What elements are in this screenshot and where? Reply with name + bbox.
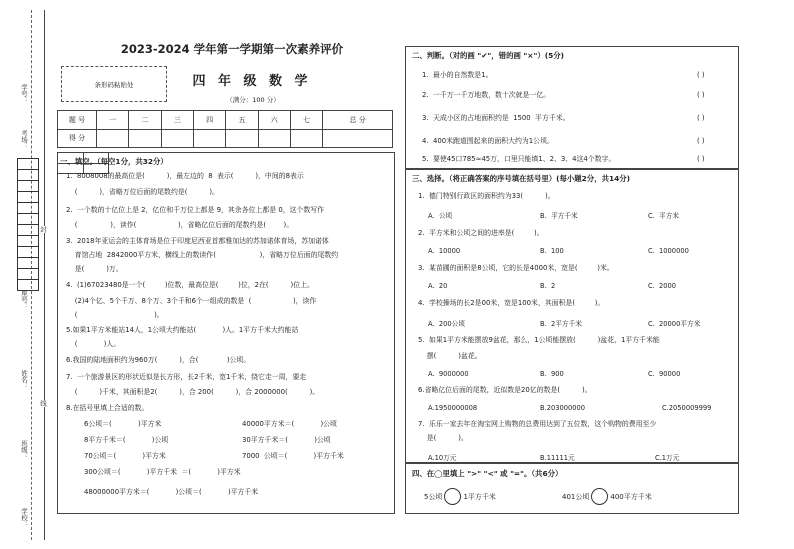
score-value-row xyxy=(58,129,393,148)
choice-stem-cont: 摆( )盆花。 xyxy=(418,352,482,360)
choice-stem: 2. 平方米和公顷之间的进率是( )。 xyxy=(418,229,544,237)
score-input[interactable] xyxy=(129,129,161,148)
choice-option[interactable]: B.11111元 xyxy=(540,454,575,462)
compare-right: 400平方千米 xyxy=(610,492,652,501)
score-input[interactable] xyxy=(193,129,225,148)
question-line: ( )，省略万位后面的尾数约是( )。 xyxy=(66,188,219,196)
choice-option[interactable]: A. 9000000 xyxy=(428,370,469,378)
compare-left: 401公顷 xyxy=(562,492,590,501)
fill-item: 7000 公顷＝( )平方千米 xyxy=(242,452,344,460)
judge-item: 1. 最小的自然数是1。 xyxy=(422,71,493,79)
choice-option[interactable]: A.10万元 xyxy=(428,454,457,462)
question-line: 1. 8008008的最高位是( )，最左边的 8 表示( )，中间的8表示 xyxy=(66,172,304,180)
judge-item: 5. 要使45口785≈45万，口里只能填1、2、3、4这4个数字。 xyxy=(422,155,616,163)
choice-option[interactable]: C.1万元 xyxy=(655,454,680,462)
binding-line xyxy=(44,10,45,540)
choice-option[interactable]: B. 100 xyxy=(540,247,564,255)
full-mark: （满分：100 分） xyxy=(226,96,280,104)
barcode-label: 条形码粘贴处 xyxy=(94,80,134,89)
fill-item: 6公顷＝( )平方米 xyxy=(84,420,162,428)
score-cell: 一 xyxy=(97,111,129,130)
fill-item: 30平方千米＝( )公顷 xyxy=(242,436,331,444)
label-exam-room: 考场： xyxy=(20,130,28,150)
question-line: 2. 一个数的十亿位上是 2，亿位和千万位上都是 9，其余各位上都是 0，这个数写作 xyxy=(66,206,325,214)
question-line: (2)4个亿、5个千万、8个万、3个千和6个一组成的数是 ( )，读作 xyxy=(66,297,317,305)
fill-item: 40000平方米＝( )公顷 xyxy=(242,420,337,428)
question-line: 6.我国的陆地面积约为960万( )，合( )公顷。 xyxy=(66,356,251,364)
fill-item: 8平方千米＝( )公顷 xyxy=(84,436,169,444)
choice-option[interactable]: C. 20000平方米 xyxy=(648,320,701,328)
subject-title: 四 年 级 数 学 xyxy=(192,74,312,89)
choice-option[interactable]: C. 1000000 xyxy=(648,247,689,255)
compare-item xyxy=(562,488,652,505)
section-2-title: 二、判断。（对的画 "✔"，错的画 "×"）(5分) xyxy=(412,51,564,60)
judge-answer[interactable]: ( ) xyxy=(697,137,705,145)
judge-answer[interactable]: ( ) xyxy=(697,71,705,79)
compare-item xyxy=(424,488,496,505)
choice-option[interactable]: B.203000000 xyxy=(540,404,586,412)
choice-stem: 5. 如果1平方米能摆放9盆花，那么，1公顷能摆放( )盆花，1平方千米能 xyxy=(418,336,660,344)
exam-title: 2023-2024 学年第一学期第一次素养评价 xyxy=(120,42,344,56)
choice-option[interactable]: C.2050009999 xyxy=(662,404,712,412)
compare-left: 5公顷 xyxy=(424,492,443,501)
section-2-frame xyxy=(405,46,739,170)
label-school: 学校： xyxy=(20,508,28,528)
compare-circle[interactable] xyxy=(591,488,608,505)
score-cell: 二 xyxy=(129,111,161,130)
barcode-box xyxy=(61,66,167,102)
choice-stem-cont: 是( )。 xyxy=(418,434,468,442)
score-cell: 七 xyxy=(290,111,322,130)
choice-stem: 4. 学校操场的长2是00米，宽是100米，其面积是( )。 xyxy=(418,299,605,307)
fill-item: 300公顷＝( )平方千米 ＝( )平方米 xyxy=(84,468,241,476)
score-cell: 总 分 xyxy=(323,111,393,130)
judge-answer[interactable]: ( ) xyxy=(697,155,705,163)
label-class: 班级： xyxy=(20,440,28,460)
section-3-title: 三、选择。（将正确答案的序号填在括号里）(每小题2分，共14分) xyxy=(412,174,631,183)
choice-option[interactable]: B. 2平方千米 xyxy=(540,320,582,328)
question-line: 8.在括号里填上合适的数。 xyxy=(66,404,149,412)
seat-number-grid xyxy=(17,158,39,291)
question-line: 育馆占地 2842000平方米，横线上的数读作( )，省略万位后面的尾数约 xyxy=(66,251,339,259)
question-line: 7. 一个旅游景区的形状近似是长方形，长2千米，宽1千米，绕它走一周，要走 xyxy=(66,373,307,381)
fill-item: 48000000平方米＝( )公顷＝( )平方千米 xyxy=(84,488,259,496)
choice-option[interactable]: A.1950000008 xyxy=(428,404,478,412)
label-name: 姓名： xyxy=(20,370,28,390)
score-input[interactable] xyxy=(226,129,258,148)
score-input[interactable] xyxy=(258,129,290,148)
question-line: 3. 2018年亚运会的主体育场是位于印度尼西亚首都雅加达的苏加诺体育场，苏加诺体 xyxy=(66,237,329,245)
question-line: 是( )万。 xyxy=(66,265,123,273)
score-input[interactable] xyxy=(323,129,393,148)
label-seat: 座号： xyxy=(20,290,28,310)
score-input[interactable] xyxy=(161,129,193,148)
choice-option[interactable]: C. 2000 xyxy=(648,282,677,290)
choice-option[interactable]: C. 90000 xyxy=(648,370,681,378)
choice-stem: 6.省略亿位后面的尾数，近似数是20亿的数是( )。 xyxy=(418,386,592,394)
question-line: ( )人。 xyxy=(66,340,121,348)
score-input[interactable] xyxy=(290,129,322,148)
question-line: ( )千米，其面积是2( )，合 200( )，合 2000000( )。 xyxy=(66,388,320,396)
score-table xyxy=(57,110,393,148)
score-cell: 六 xyxy=(258,111,290,130)
section-1-title: 一、填空。（每空1分，共32分） xyxy=(60,157,168,166)
judge-item: 3. 天成小区的占地面积约是 1500 平方千米。 xyxy=(422,114,570,122)
choice-option[interactable]: C. 平方米 xyxy=(648,212,680,220)
choice-option[interactable]: B. 平方千米 xyxy=(540,212,578,220)
question-line: 5.如果1平方米能站14人，1公顷大约能站( )人。1平方千米大约能站 xyxy=(66,326,299,334)
label-line: 线 xyxy=(39,400,47,407)
compare-right: 1平方千米 xyxy=(463,492,496,501)
score-input[interactable] xyxy=(97,129,129,148)
question-line: 4. (1)67023480是一个( )位数，最高位是( )位，2在( )位上。 xyxy=(66,281,314,289)
judge-answer[interactable]: ( ) xyxy=(697,114,705,122)
fill-item: 70公顷＝( )平方米 xyxy=(84,452,166,460)
choice-option[interactable]: A. 200公顷 xyxy=(428,320,465,328)
label-student-number: 学号： xyxy=(20,84,28,104)
judge-item: 2. 一千万一千万地数，数十次就是一亿。 xyxy=(422,91,551,99)
choice-option[interactable]: A. 公顷 xyxy=(428,212,453,220)
judge-item: 4. 400米跑道围起来的面积大约为1公顷。 xyxy=(422,137,554,145)
score-cell: 五 xyxy=(226,111,258,130)
choice-stem: 7. 乐乐一家去年在淘宝网上购物的总费用达到了五位数，这个购物的费用至少 xyxy=(418,420,657,428)
score-cell: 得 分 xyxy=(58,129,97,148)
score-cell: 四 xyxy=(193,111,225,130)
choice-option[interactable]: A. 20 xyxy=(428,282,448,290)
judge-answer[interactable]: ( ) xyxy=(697,91,705,99)
label-seal: 封 xyxy=(39,226,47,233)
section-4-title: 四、在◯里填上 ">" "<" 或 "="。（共6分） xyxy=(412,469,563,478)
compare-circle[interactable] xyxy=(444,488,461,505)
question-line: ( )。 xyxy=(66,311,164,319)
choice-option[interactable]: B. 2 xyxy=(540,282,556,290)
score-cell: 三 xyxy=(161,111,193,130)
score-header-row xyxy=(58,111,393,130)
binding-strip xyxy=(0,0,50,549)
question-line: ( )，读作( )，省略亿位后面的尾数约是( )。 xyxy=(66,221,294,229)
choice-option[interactable]: A. 10000 xyxy=(428,247,461,255)
choice-stem: 3. 某苗圃的面积是8公顷，它的长是4000米，宽是( )米。 xyxy=(418,264,614,272)
choice-stem: 1. 德门特别行政区的面积约为33( )。 xyxy=(418,192,555,200)
score-cell: 题 号 xyxy=(58,111,97,130)
choice-option[interactable]: B. 900 xyxy=(540,370,564,378)
